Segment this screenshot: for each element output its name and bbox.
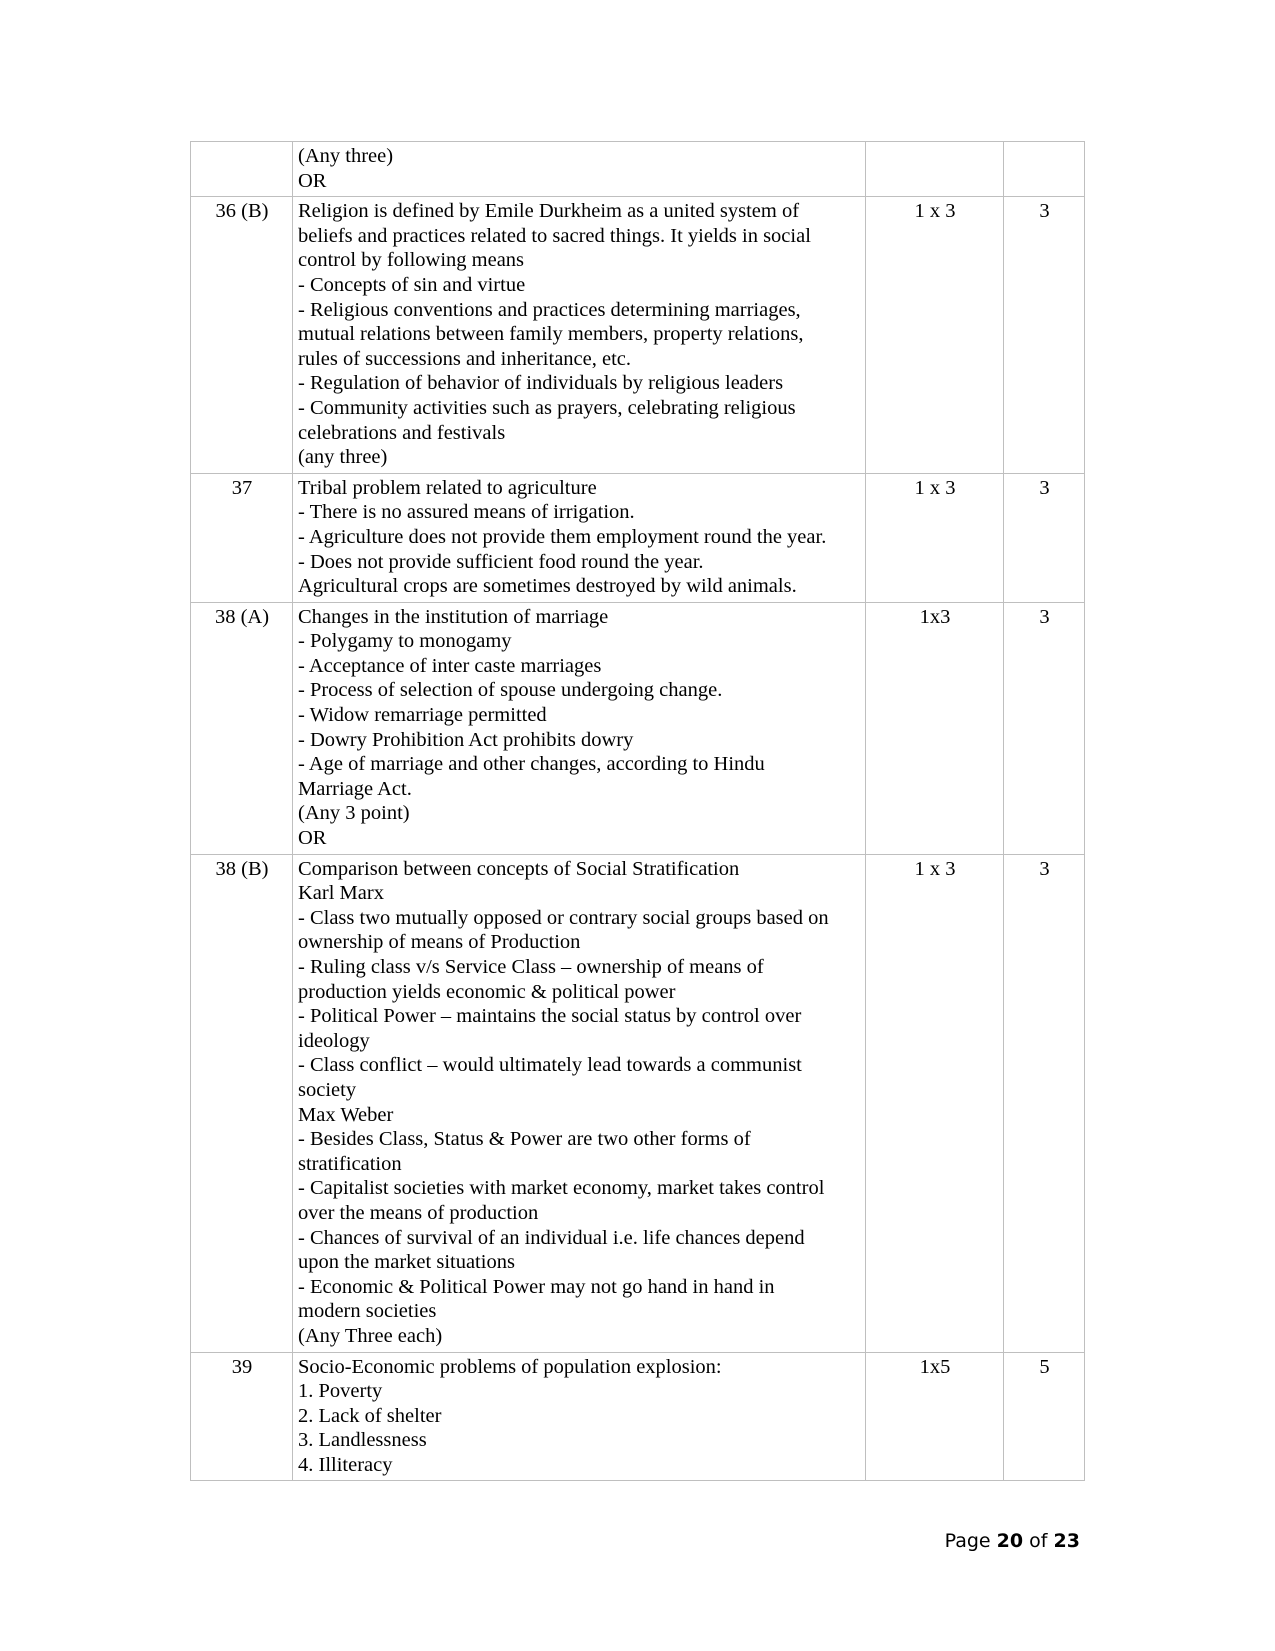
answer-line: - Class two mutually opposed or contrary social groups based on bbox=[298, 906, 829, 929]
answer-cell bbox=[293, 142, 866, 197]
answer-line: OR bbox=[298, 827, 327, 850]
answer-line: - Age of marriage and other changes, according to Hindu bbox=[298, 753, 765, 776]
total-marks: 3 bbox=[1004, 197, 1085, 474]
answer-cell bbox=[293, 602, 866, 854]
answer-line: upon the market situations bbox=[298, 1251, 515, 1274]
answer-line: mutual relations between family members, property relations, bbox=[298, 323, 804, 346]
question-number bbox=[191, 142, 293, 197]
marks-distribution: 1 x 3 bbox=[866, 197, 1004, 474]
answer-cell bbox=[293, 473, 866, 602]
question-number: 37 bbox=[191, 473, 293, 602]
page-footer bbox=[945, 1530, 1080, 1552]
footer-of: of bbox=[1029, 1530, 1048, 1552]
table-row bbox=[191, 1352, 1085, 1481]
answer-line: 4. Illiteracy bbox=[298, 1453, 393, 1476]
footer-prefix: Page bbox=[944, 1530, 991, 1552]
answer-line: (Any Three each) bbox=[298, 1324, 443, 1347]
answer-line: OR bbox=[298, 169, 327, 192]
answer-line: - Ruling class v/s Service Class – ownership of means of bbox=[298, 956, 764, 978]
answer-line: control by following means bbox=[298, 249, 525, 272]
question-number: 36 (B) bbox=[191, 197, 293, 474]
answer-line: - There is no assured means of irrigation. bbox=[298, 501, 635, 524]
table-row bbox=[191, 602, 1085, 854]
total-marks: 5 bbox=[1004, 1352, 1085, 1481]
marks-distribution: 1 x 3 bbox=[866, 473, 1004, 602]
answer-line: over the means of production bbox=[298, 1201, 539, 1224]
answer-line: ideology bbox=[298, 1029, 370, 1052]
question-number: 38 (B) bbox=[191, 854, 293, 1352]
answer-line: - Acceptance of inter caste marriages bbox=[298, 654, 602, 677]
answer-line: - Regulation of behavior of individuals by religious leaders bbox=[298, 372, 784, 395]
answer-line: Socio-Economic problems of population explosion: bbox=[298, 1355, 722, 1378]
answer-line: 2. Lack of shelter bbox=[298, 1404, 442, 1427]
answer-line: - Chances of survival of an individual i.e. life chances depend bbox=[298, 1226, 805, 1249]
answer-line: - Class conflict – would ultimately lead towards a communist bbox=[298, 1054, 802, 1077]
answer-line: - Economic & Political Power may not go hand in hand in bbox=[298, 1275, 775, 1298]
answer-cell bbox=[293, 197, 866, 474]
table-row bbox=[191, 197, 1085, 474]
answer-line: - Agriculture does not provide them employment round the year. bbox=[298, 525, 827, 548]
total-marks: 3 bbox=[1004, 473, 1085, 602]
answer-line: Karl Marx bbox=[298, 882, 384, 905]
answer-line: modern societies bbox=[298, 1300, 437, 1323]
answer-line: - Capitalist societies with market economy, market takes control bbox=[298, 1177, 825, 1200]
total-marks bbox=[1004, 142, 1085, 197]
answer-line: stratification bbox=[298, 1152, 402, 1175]
table-body bbox=[191, 142, 1085, 1481]
answer-cell bbox=[293, 854, 866, 1352]
table-row bbox=[191, 142, 1085, 197]
total-marks: 3 bbox=[1004, 854, 1085, 1352]
question-number: 39 bbox=[191, 1352, 293, 1481]
answer-line: society bbox=[298, 1078, 357, 1101]
answer-cell bbox=[293, 1352, 866, 1481]
answer-line: Max Weber bbox=[298, 1103, 394, 1126]
answer-line: - Political Power – maintains the social status by control over bbox=[298, 1005, 802, 1028]
answer-line: ownership of means of Production bbox=[298, 931, 581, 954]
answer-line: Tribal problem related to agriculture bbox=[298, 476, 597, 499]
table-row bbox=[191, 473, 1085, 602]
answer-line: rules of successions and inheritance, etc. bbox=[298, 347, 632, 370]
answer-line: (any three) bbox=[298, 446, 388, 469]
marks-distribution: 1x5 bbox=[866, 1352, 1004, 1481]
answer-line: production yields economic & political power bbox=[298, 980, 676, 1003]
marks-distribution: 1 x 3 bbox=[866, 854, 1004, 1352]
total-pages-number: 23 bbox=[1053, 1530, 1080, 1552]
answer-line: Changes in the institution of marriage bbox=[298, 605, 609, 628]
answer-line: - Religious conventions and practices determining marriages, bbox=[298, 298, 801, 321]
question-number: 38 (A) bbox=[191, 602, 293, 854]
answer-line: Comparison between concepts of Social Stratification bbox=[298, 857, 740, 880]
answer-line: 1. Poverty bbox=[298, 1380, 383, 1403]
answer-line: - Process of selection of spouse undergoing change. bbox=[298, 679, 723, 702]
answer-line: Marriage Act. bbox=[298, 777, 412, 800]
answer-line: (Any 3 point) bbox=[298, 802, 410, 825]
answer-line: - Concepts of sin and virtue bbox=[298, 273, 526, 296]
answer-line: (Any three) bbox=[298, 145, 394, 167]
marks-distribution bbox=[866, 142, 1004, 197]
answer-line: - Widow remarriage permitted bbox=[298, 704, 547, 727]
answer-line: 3. Landlessness bbox=[298, 1429, 427, 1452]
marking-scheme-table bbox=[190, 141, 1085, 1481]
answer-line: beliefs and practices related to sacred things. It yields in social bbox=[298, 224, 811, 247]
answer-line: - Community activities such as prayers, celebrating religious bbox=[298, 396, 796, 419]
answer-line: - Dowry Prohibition Act prohibits dowry bbox=[298, 728, 634, 751]
answer-line: - Does not provide sufficient food round the year. bbox=[298, 550, 704, 573]
answer-line: Religion is defined by Emile Durkheim as a united system of bbox=[298, 200, 800, 223]
marks-distribution: 1x3 bbox=[866, 602, 1004, 854]
answer-line: - Polygamy to monogamy bbox=[298, 630, 512, 653]
answer-line: celebrations and festivals bbox=[298, 421, 506, 444]
answer-line: - Besides Class, Status & Power are two other forms of bbox=[298, 1128, 751, 1151]
current-page-number: 20 bbox=[996, 1530, 1024, 1552]
total-marks: 3 bbox=[1004, 602, 1085, 854]
answer-line: Agricultural crops are sometimes destroyed by wild animals. bbox=[298, 575, 797, 598]
table-row bbox=[191, 854, 1085, 1352]
